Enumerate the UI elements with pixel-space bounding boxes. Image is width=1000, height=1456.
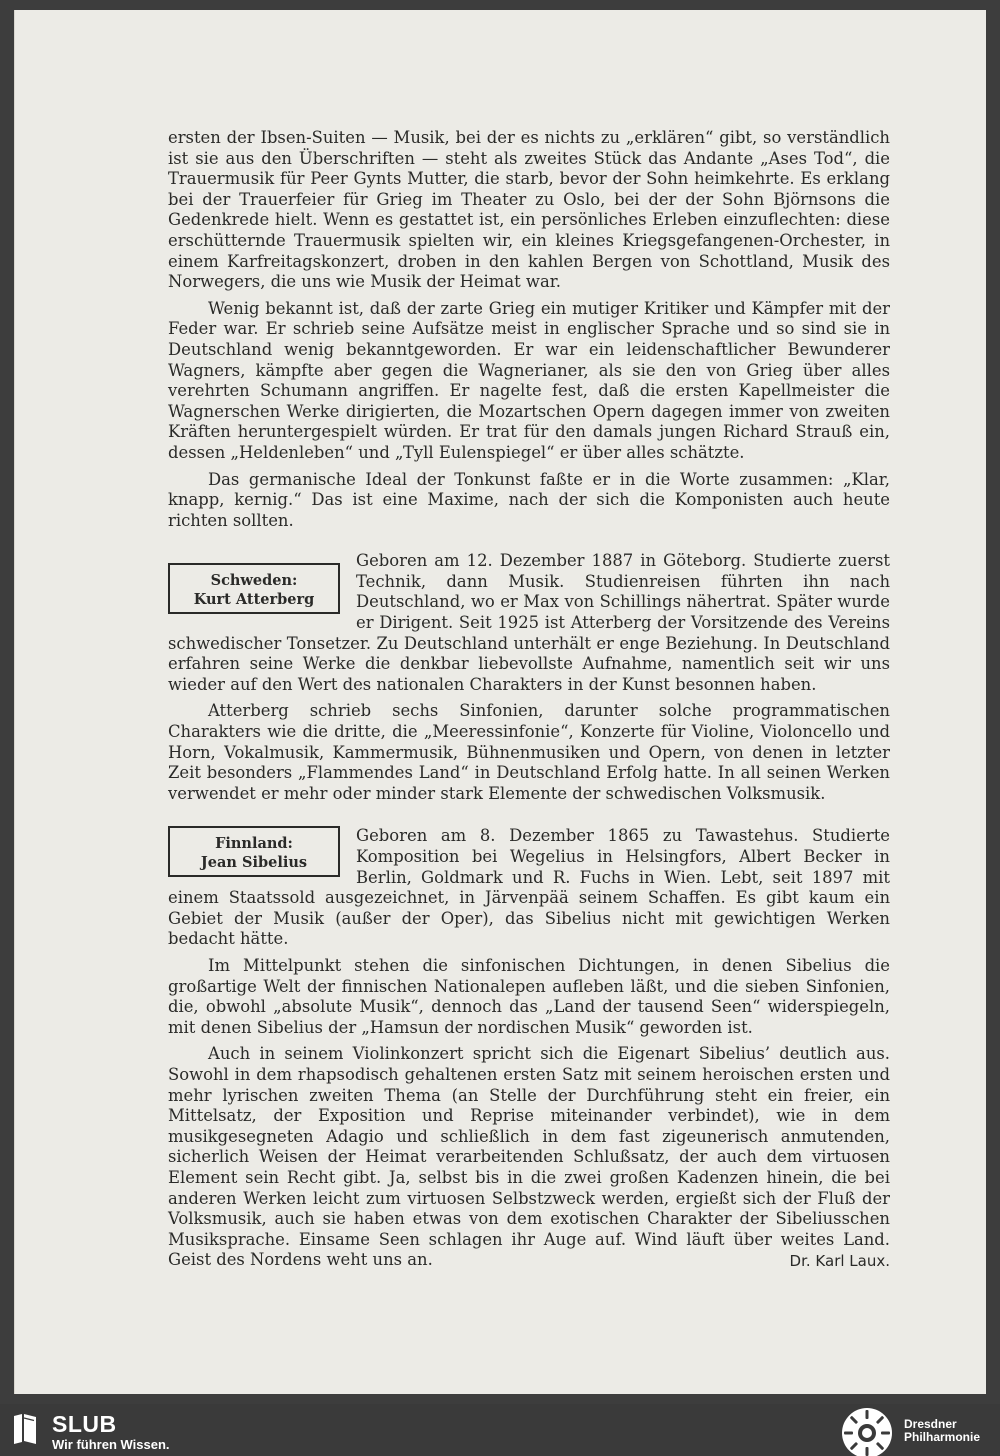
section-paragraph: Geboren am 8. Dezember 1865 zu Tawastehus. Studierte Komposition bei Wegelius in Helsingfors, Albert Becker in Berlin, Goldmark und R. Fuchs in Wien. Lebt, seit 1897 mit einem Staatssold ausgezeichnet, in Järvenpää seinem Schaffen. Es gibt kaum ein Gebiet der Musik (außer der Oper), das Sibelius nicht mit gewichtigen Werken bedacht hätte. [168,826,890,949]
section-country: Schweden: [210,571,298,589]
footer-bar [0,1404,1000,1456]
section-paragraph: Atterberg schrieb sechs Sinfonien, darunter solche programmatischen Charakters wie die dritte, die „Meeressinfonie“, Konzerte für Violine, Violoncello und Horn, Vokalmusik, Kammermusik, Bühnenmusiken und Opern, von denen in letzter Zeit besonders „Flammendes Land“ in Deutschland Erfolg hatte. In all seinen Werken verwendet er mehr oder minder stark Elemente der schwedischen Volksmusik. [168,701,890,803]
section-composer: Kurt Atterberg [193,590,315,608]
section-label-sweden [168,563,340,614]
slub-book-icon [12,1412,38,1446]
document-text [168,128,890,1271]
section-country: Finnland: [215,834,293,852]
intro-paragraph-3: Das germanische Ideal der Tonkunst faßte er in die Worte zusammen: „Klar, knapp, kernig.“ Das ist eine Maxime, nach der sich die Komponisten auch heute richten sollten. [168,469,890,530]
orchestra-name-line2: Philharmonie [904,1430,981,1444]
section-label-finland [168,826,340,877]
intro-paragraph-1: ersten der Ibsen-Suiten — Musik, bei der es nichts zu „erklären“ gibt, so verständlich ist sie aus den Überschriften — steht als zweites Stück das Andante „Ases Tod“, die Trauermusik für Peer Gynts Mutter, die starb, bevor der Sohn heimkehrte. Es erklang bei der Trauerfeier für Grieg im Theater zu Oslo, bei der der Sohn Björnsons die Gedenkrede hielt. Wenn es gestattet ist, ein persönliches Erleben einzuflechten: diese erschütternde Trauermusik spielten wir, ein kleines Kriegsgefangenen-Orchester, in einem Karfreitagskonzert, droben in den kahlen Bergen von Schottland, Musik des Norwegers, die uns wie Musik der Heimat war. [168,128,890,292]
library-name[interactable]: SLUB [52,1411,117,1437]
section-sweden [168,551,890,804]
section-paragraph: Auch in seinem Violinkonzert spricht sich die Eigenart Sibelius’ deutlich aus. Sowohl in dem rhapsodisch gehaltenen ersten Satz mit seinem heroischen ersten und mehr lyrischen zweiten Thema (an Stelle der Durchführung steht ein freier, ein Mittelsatz, der Exposition und Reprise miteinander verbindet), wie in dem musikgesegneten Adagio und schließlich in dem fast zigeunerisch anmutenden, sicherlich Weisen der Heimat verarbeitenden Schlußsatz, der auch dem virtuosen Element sein Recht gibt. Ja, selbst bis in die zwei großen Kadenzen hinein, die bei anderen Werken leicht zum virtuosen Selbstzweck werden, ergießt sich der Fluß der Volksmusik, auch sie haben etwas von dem exotischen Charakter der Sibeliusschen Musiksprache. Einsame Seen schlagen ihr Auge auf. Wind läuft über weites Land. Geist des Nordens weht uns an. [168,1044,890,1270]
library-tagline: Wir führen Wissen. [52,1437,170,1452]
section-composer: Jean Sibelius [200,853,308,871]
section-paragraph: Geboren am 12. Dezember 1887 in Göteborg. Studierte zuerst Technik, dann Musik. Studienreisen führten ihn nach Deutschland, wo er Max von Schillings nähertrat. Später wurde er Dirigent. Seit 1925 ist Atterberg der Vorsitzende des Vereins schwedischer Tonsetzer. Zu Deutschland unterhält er enge Beziehung. In Deutschland erfahren seine Werke die denkbar liebevollste Aufnahme, namentlich seit wir uns wieder auf den Wert des nationalen Charakters in der Kunst besonnen haben. [168,551,890,694]
orchestra-name-line1: Dresdner [904,1417,957,1431]
section-finland [168,826,890,1270]
philharmonie-emblem-icon [840,1406,894,1456]
author-name: Dr. Karl Laux. [789,1251,890,1270]
intro-paragraph-2: Wenig bekannt ist, daß der zarte Grieg ein mutiger Kritiker und Kämpfer mit der Feder war. Er schrieb seine Aufsätze meist in englischer Sprache und so sind sie in Deutschland wenig bekanntgeworden. Er war ein leidenschaftlicher Bewunderer Wagners, kämpfte aber gegen die Wagnerianer, als sie den von Grieg über alles verehrten Schumann angriffen. Er nagelte fest, daß die ersten Kapellmeister die Wagnerschen Werke dirigierten, die Mozartschen Opern dagegen immer von zweiten Kräften heruntergespielt würden. Er trat für den damals jungen Richard Strauß ein, dessen „Heldenleben“ und „Tyll Eulenspiegel“ er über alles schätzte. [168,298,890,462]
orchestra-name[interactable] [904,1418,980,1444]
section-paragraph: Im Mittelpunkt stehen die sinfonischen Dichtungen, in denen Sibelius die großartige Welt der finnischen Nationalepen aufleben läßt, und die sieben Sinfonien, die, obwohl „absolute Musik“, dennoch das „Land der tausend Seen“ widerspiegeln, mit denen Sibelius der „Hamsun der nordischen Musik“ geworden ist. [168,955,890,1037]
